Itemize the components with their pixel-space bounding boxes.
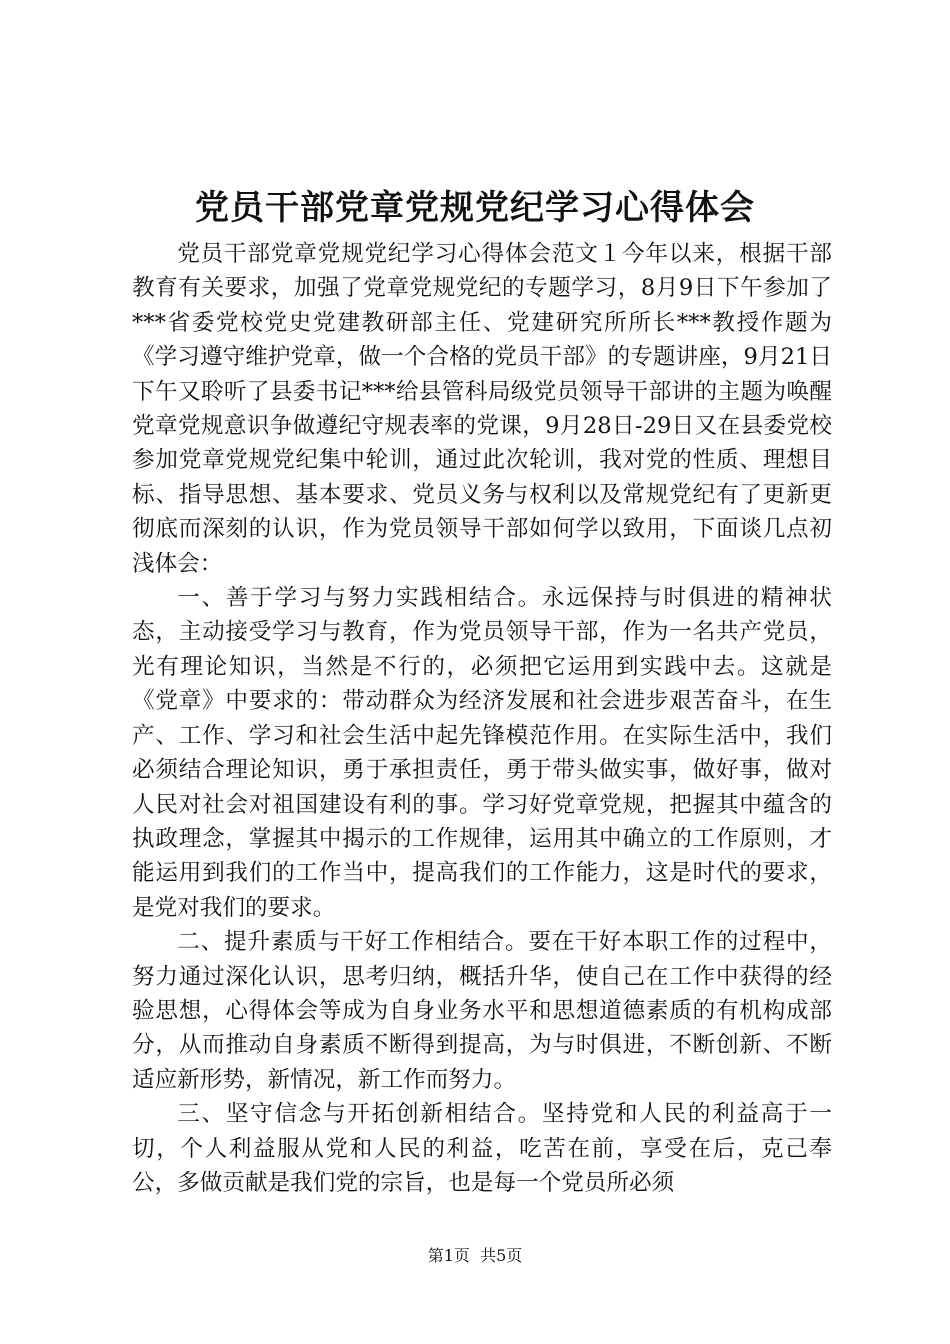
page-number: 第1页 (427, 1246, 470, 1265)
page-total: 共5页 (480, 1246, 523, 1265)
document-body (132, 237, 832, 1200)
page-footer (0, 1245, 950, 1267)
document-title: 党员干部党章党规党纪学习心得体会 (195, 188, 755, 228)
paragraph-point-3: 三、坚守信念与开拓创新相结合。坚持党和人民的利益高于一切，个人利益服从党和人民的利益，吃苦在前，享受在后，克己奉公，多做贡献是我们党的宗旨，也是每一个党员所必须 (132, 1101, 832, 1196)
paragraph-point-1: 一、善于学习与努力实践相结合。永远保持与时俱进的精神状态，主动接受学习与教育，作为党员领导干部，作为一名共产党员，光有理论知识，当然是不行的，必须把它运用到实践中去。这就是《党章》中要求的：带动群众为经济发展和社会进步艰苦奋斗，在生产、工作、学习和社会生活中起先锋模范作用。在实际生活中，我们必须结合理论知识，勇于承担责任，勇于带头做实事，做好事，做对人民对社会对祖国建设有利的事。学习好党章党规，把握其中蕴含的执政理念，掌握其中揭示的工作规律，运用其中确立的工作原则，才能运用到我们的工作当中，提高我们的工作能力，这是时代的要求，是党对我们的要求。 (132, 585, 832, 921)
paragraph-intro: 党员干部党章党规党纪学习心得体会范文１今年以来，根据干部教育有关要求，加强了党章党规党纪的专题学习，8月9日下午参加了***省委党校党史党建教研部主任、党建研究所所长***教授作题为《学习遵守维护党章，做一个合格的党员干部》的专题讲座，9月21日下午又聆听了县委书记***给县管科局级党员领导干部讲的主题为唤醒党章党规意识争做遵纪守规表率的党课，9月28日-29日又在县委党校参加党章党规党纪集中轮训，通过此次轮训，我对党的性质、理想目标、指导思想、基本要求、党员义务与权利以及常规党纪有了更新更彻底而深刻的认识，作为党员领导干部如何学以致用，下面谈几点初浅体会： (132, 241, 832, 577)
paragraph-point-2: 二、提升素质与干好工作相结合。要在干好本职工作的过程中，努力通过深化认识，思考归纳，概括升华，使自己在工作中获得的经验思想，心得体会等成为自身业务水平和思想道德素质的有机构成部分，从而推动自身素质不断得到提高，为与时俱进，不断创新、不断适应新形势，新情况，新工作而努力。 (132, 929, 832, 1093)
footer-separator (470, 1246, 480, 1265)
